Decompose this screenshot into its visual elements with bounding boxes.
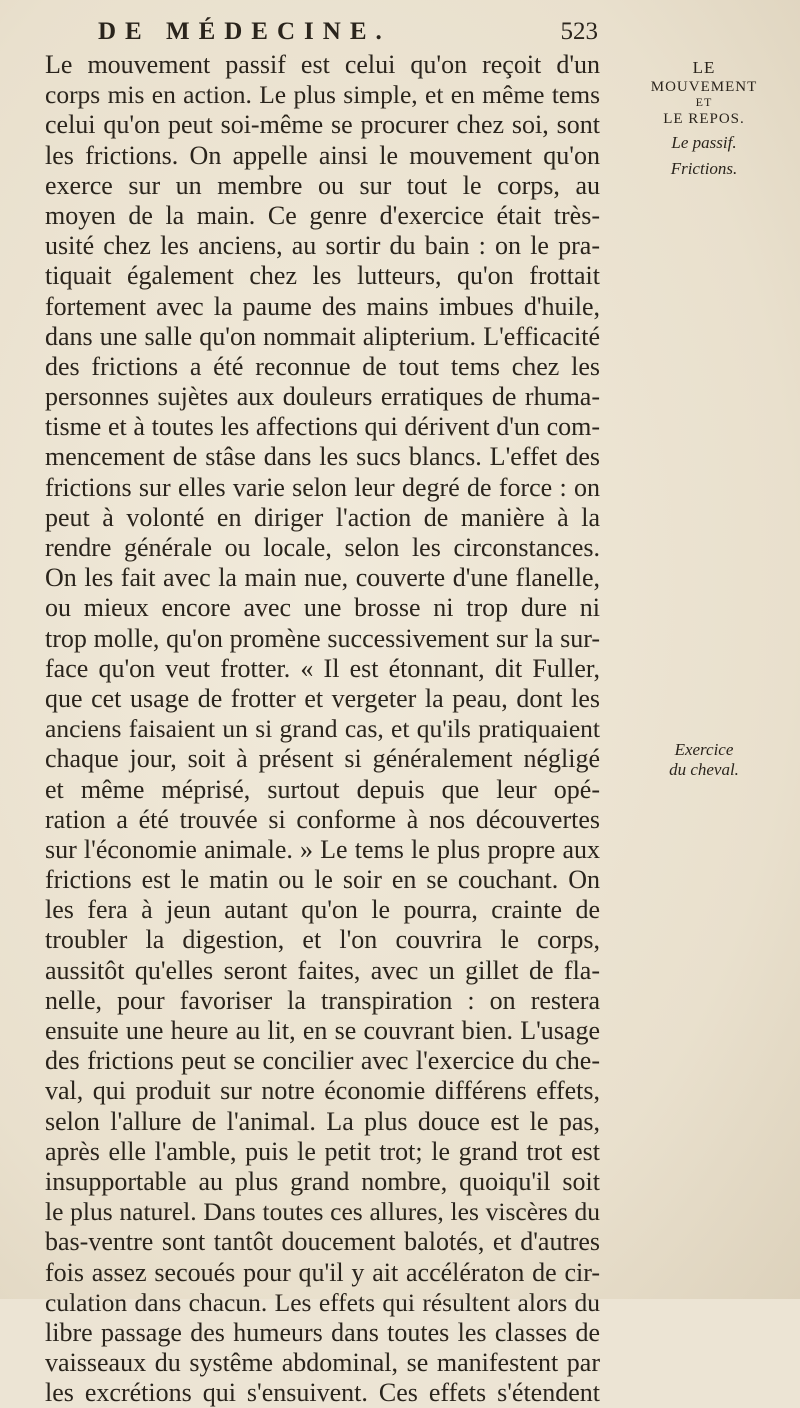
- text-line: nelle, pour favoriser la transpiration : on restera: [45, 985, 600, 1015]
- text-line: exerce sur un membre ou sur tout le corps, au: [45, 170, 600, 200]
- text-line: face qu'on veut frotter. « Il est étonnant, dit Fuller,: [45, 653, 600, 683]
- text-line: et même méprisé, surtout depuis que leur opé-: [45, 774, 600, 804]
- margin-notes: [614, 0, 800, 1299]
- text-line: les frictions. On appelle ainsi le mouvement qu'on: [45, 140, 600, 170]
- text-line: fois assez secoués pour qu'il y ait accélératon de cir-: [45, 1257, 600, 1287]
- page-number: 523: [560, 18, 598, 45]
- page-header: [98, 16, 598, 52]
- margin-note-line: Le passif.: [671, 133, 737, 152]
- text-line: insupportable au plus grand nombre, quoiqu'il soit: [45, 1166, 600, 1196]
- text-line: ensuite une heure au lit, en se couvrant bien. L'usage: [45, 1016, 600, 1045]
- text-line: mencement de stâse dans les sucs blancs. L'effet des: [45, 442, 600, 472]
- margin-note-line: MOUVEMENT: [650, 79, 758, 95]
- text-line: les excrétions qui s'ensuivent. Ces effets s'étendent: [45, 1378, 600, 1408]
- text-line: corps mis en action. Le plus simple, et en même tems: [45, 80, 600, 110]
- margin-note-line: ET: [695, 95, 713, 109]
- text-line: des frictions peut se concilier avec l'exercice du che-: [45, 1046, 600, 1076]
- text-line: fortement avec la paume des mains imbues d'huile,: [45, 291, 600, 321]
- margin-note-line: LE REPOS.: [663, 111, 745, 127]
- margin-note-line: du cheval.: [669, 760, 739, 779]
- text-line: le plus naturel. Dans toutes ces allures, les viscères du: [45, 1197, 600, 1227]
- text-line: ou mieux encore avec une brosse ni trop dure ni: [45, 593, 600, 623]
- text-line: libre passage des humeurs dans toutes les classes de: [45, 1317, 600, 1347]
- margin-note-line: LE: [692, 58, 716, 77]
- text-line: Le mouvement passif est celui qu'on reçoit d'un: [45, 50, 600, 79]
- text-line: On les fait avec la main nue, couverte d'une flanelle,: [45, 563, 600, 593]
- text-line: trop molle, qu'on promène successivement sur la sur-: [45, 623, 600, 653]
- text-line: après elle l'amble, puis le petit trot; le grand trot est: [45, 1136, 600, 1166]
- margin-note-exercice: [614, 740, 794, 780]
- text-line: anciens faisaient un si grand cas, et qu'ils pratiquaient: [45, 714, 600, 744]
- text-line: peut à volonté en diriger l'action de manière à la: [45, 502, 600, 532]
- text-line: ration a été trouvée si conforme à nos découvertes: [45, 804, 600, 834]
- text-line: frictions est le matin ou le soir en se couchant. On: [45, 865, 600, 895]
- text-line: usité chez les anciens, au sortir du bain : on le pra-: [45, 231, 600, 261]
- margin-note-line: Frictions.: [670, 159, 738, 178]
- text-line: celui qu'on peut soi-même se procurer chez soi, sont: [45, 110, 600, 140]
- text-line: personnes sujètes aux douleurs erratiques de rhuma-: [45, 382, 600, 412]
- text-line: tisme et à toutes les affections qui dérivent d'un com-: [45, 412, 600, 442]
- text-line: frictions sur elles varie selon leur degré de force : on: [45, 472, 600, 502]
- text-line: sur l'économie animale. » Le tems le plus propre aux: [45, 834, 600, 864]
- margin-note-line: Exercice: [674, 740, 734, 759]
- margin-note-mouvement: [614, 58, 794, 182]
- text-line: selon l'allure de l'animal. La plus douce est le pas,: [45, 1106, 600, 1136]
- text-line: rendre générale ou locale, selon les circonstances.: [45, 533, 600, 562]
- body-text: [45, 50, 600, 1408]
- text-line: chaque jour, soit à présent si généralement négligé: [45, 744, 600, 774]
- text-line: vaisseaux du systême abdominal, se manifestent par: [45, 1348, 600, 1378]
- text-line: les fera à jeun autant qu'on le pourra, crainte de: [45, 895, 600, 925]
- text-line: tiquait également chez les lutteurs, qu'on frottait: [45, 261, 600, 291]
- text-line: aussitôt qu'elles seront faites, avec un gillet de fla-: [45, 955, 600, 985]
- text-line: dans une salle qu'on nommait alipterium. L'efficacité: [45, 321, 600, 351]
- text-line: culation dans chacun. Les effets qui résultent alors du: [45, 1287, 600, 1317]
- running-head: DE MÉDECINE.: [98, 18, 391, 45]
- text-line: val, qui produit sur notre économie différens effets,: [45, 1076, 600, 1106]
- text-line: bas-ventre sont tantôt doucement balotés, et d'autres: [45, 1227, 600, 1257]
- text-line: troubler la digestion, et l'on couvrira le corps,: [45, 925, 600, 955]
- text-line: que cet usage de frotter et vergeter la peau, dont les: [45, 683, 600, 713]
- text-line: moyen de la main. Ce genre d'exercice était très-: [45, 200, 600, 230]
- text-line: des frictions a été reconnue de tout tems chez les: [45, 351, 600, 381]
